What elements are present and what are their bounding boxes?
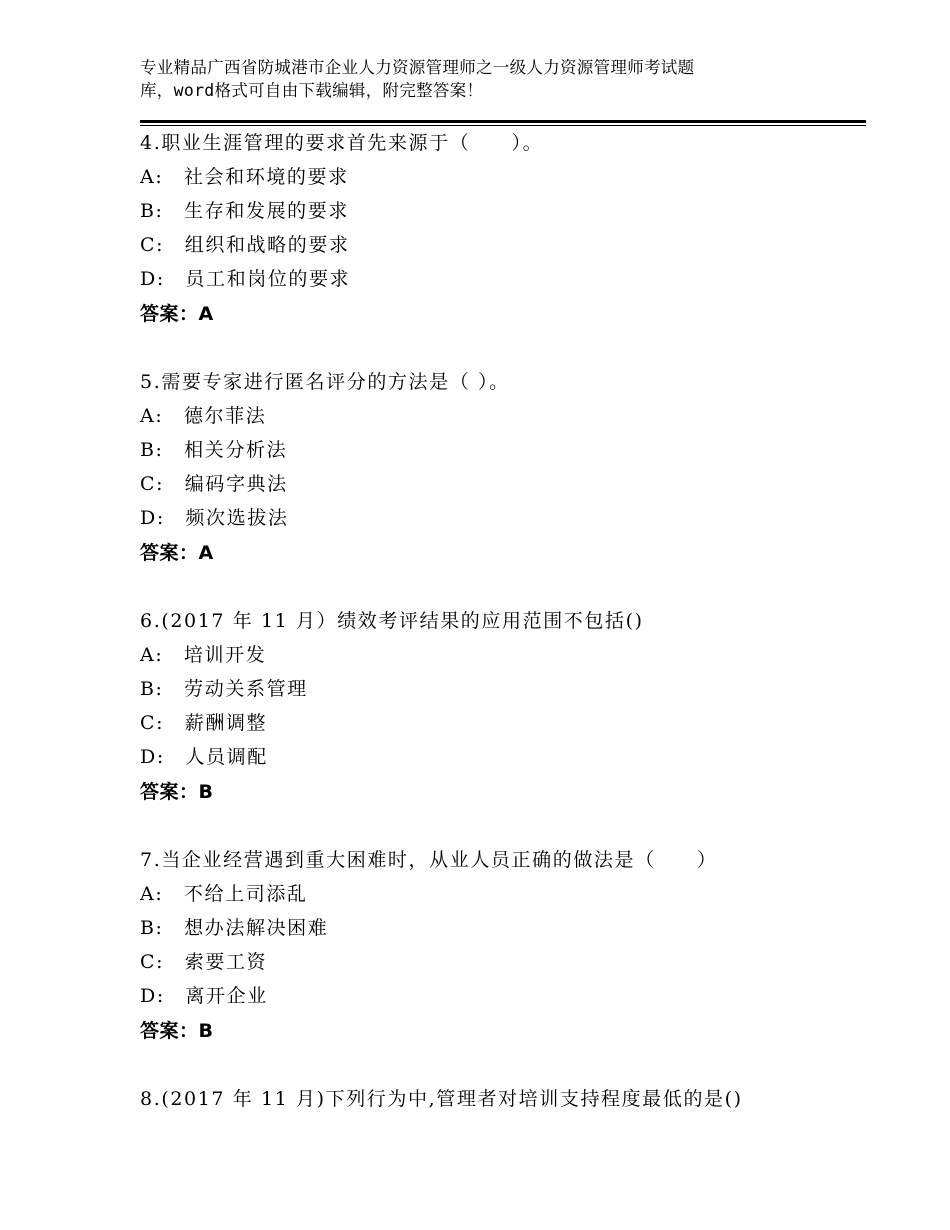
question-5-answer: 答案：A	[140, 542, 214, 564]
header-line-2: 库，word格式可自由下载编辑，附完整答案！	[140, 81, 484, 100]
question-4-option-c: C: 组织和战略的要求	[140, 234, 350, 256]
question-6-option-c: C: 薪酬调整	[140, 712, 268, 734]
question-4-option-b: B: 生存和发展的要求	[140, 200, 349, 222]
question-5-option-d: D: 频次选拔法	[140, 507, 289, 529]
question-4-option-a: A: 社会和环境的要求	[140, 166, 349, 188]
document-header	[140, 56, 800, 102]
question-4-stem: 4.职业生涯管理的要求首先来源于（ ）。	[140, 132, 544, 154]
question-6-option-a: A: 培训开发	[140, 644, 267, 666]
question-5-option-a: A: 德尔菲法	[140, 405, 267, 427]
question-7-option-a: A: 不给上司添乱	[140, 883, 308, 905]
question-5-option-c: C: 编码字典法	[140, 473, 288, 495]
question-7-option-c: C: 索要工资	[140, 951, 268, 973]
question-7-answer: 答案：B	[140, 1020, 214, 1042]
question-5-option-b: B: 相关分析法	[140, 439, 288, 461]
question-7-stem: 7.当企业经营遇到重大困难时，从业人员正确的做法是（ ）	[140, 849, 718, 871]
question-8-stem: 8.(2017 年 11 月)下列行为中,管理者对培训支持程度最低的是()	[140, 1088, 743, 1110]
question-4-answer: 答案：A	[140, 303, 214, 325]
question-6-option-d: D: 人员调配	[140, 746, 268, 768]
question-4-option-d: D: 员工和岗位的要求	[140, 268, 351, 290]
header-line-1: 专业精品广西省防城港市企业人力资源管理师之一级人力资源管理师考试题	[140, 58, 695, 77]
header-divider-thick	[140, 120, 866, 123]
question-7-option-b: B: 想办法解决困难	[140, 917, 329, 939]
question-5-stem: 5.需要专家进行匿名评分的方法是（ ）。	[140, 371, 510, 393]
question-6-option-b: B: 劳动关系管理	[140, 678, 308, 700]
question-6-stem: 6.(2017 年 11 月）绩效考评结果的应用范围不包括()	[140, 610, 644, 632]
header-divider-thin	[140, 125, 866, 126]
question-6-answer: 答案：B	[140, 781, 214, 803]
question-7-option-d: D: 离开企业	[140, 985, 268, 1007]
